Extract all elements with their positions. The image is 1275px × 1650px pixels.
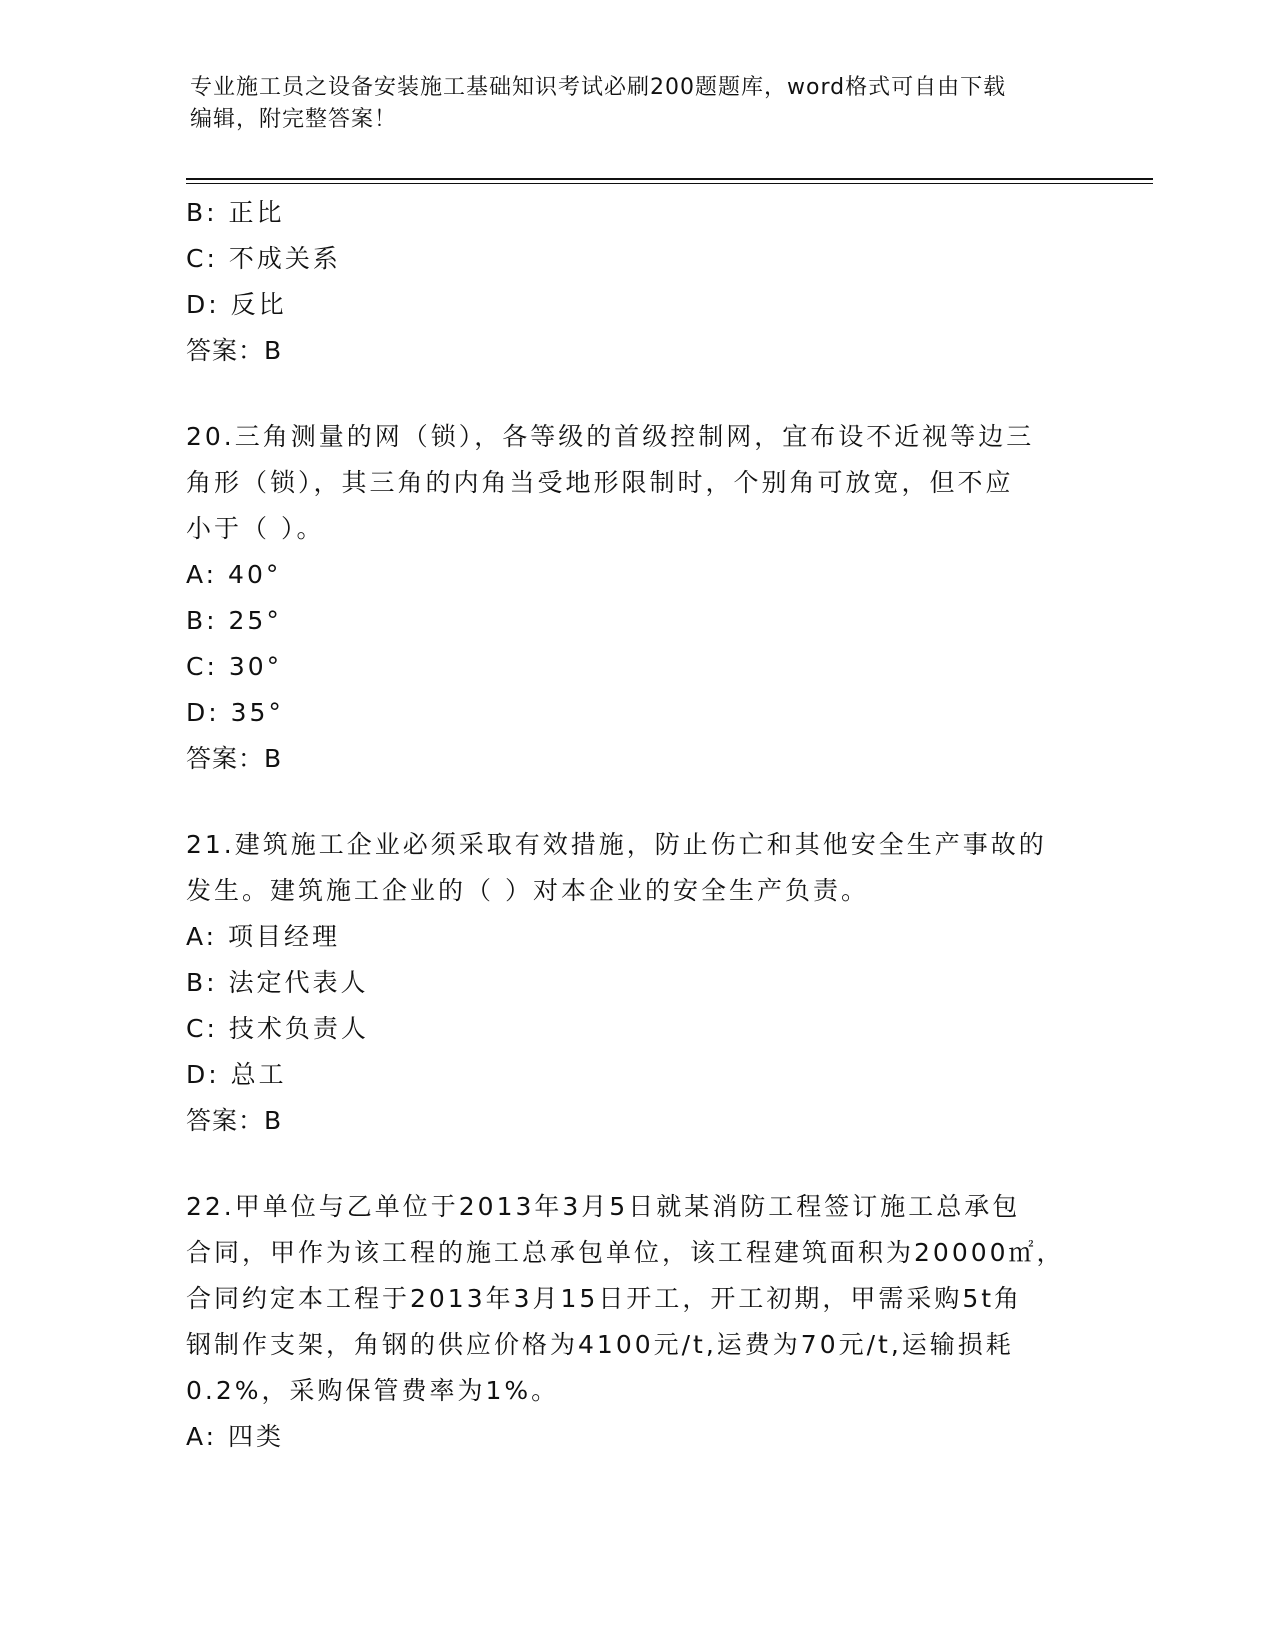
question-21: [186, 822, 1086, 1144]
question-text: [186, 414, 1086, 552]
option-a: A: 40°: [186, 560, 282, 589]
question-line: 20.三角测量的网（锁），各等级的首级控制网，宜布设不近视等边三: [186, 422, 1035, 451]
question-text: [186, 1184, 1086, 1414]
answer: 答案：B: [186, 744, 283, 773]
header-rule: [186, 178, 1153, 180]
option-b: B: 法定代表人: [186, 968, 369, 997]
answer: 答案：B: [186, 1106, 283, 1135]
question-line: 合同，甲作为该工程的施工总承包单位，该工程建筑面积为20000㎡，: [186, 1238, 1065, 1267]
question-text: [186, 822, 1086, 914]
question-22: [186, 1184, 1086, 1460]
header-line-2: 编辑，附完整答案！: [190, 107, 398, 132]
option-a: A: 项目经理: [186, 922, 341, 951]
question-line: 22.甲单位与乙单位于2013年3月5日就某消防工程签订施工总承包: [186, 1192, 1021, 1221]
option-c: C: 不成关系: [186, 244, 341, 273]
header-rule-thin: [186, 183, 1153, 184]
option-d: D: 35°: [186, 698, 284, 727]
option-b: B: 25°: [186, 606, 282, 635]
header-line-1: 专业施工员之设备安装施工基础知识考试必刷200题题库，word格式可自由下载: [190, 75, 1007, 100]
question-line: 0.2%，采购保管费率为1%。: [186, 1376, 560, 1405]
page-header: [190, 72, 1090, 136]
option-b: B: 正比: [186, 198, 285, 227]
option-d: D: 总工: [186, 1060, 287, 1089]
question-19: [186, 190, 1086, 374]
question-line: 钢制作支架，角钢的供应价格为4100元/t,运费为70元/t,运输损耗: [186, 1330, 1014, 1359]
question-line: 角形（锁），其三角的内角当受地形限制时，个别角可放宽，但不应: [186, 468, 1014, 497]
question-line: 合同约定本工程于2013年3月15日开工，开工初期，甲需采购5t角: [186, 1284, 1023, 1313]
question-line: 21.建筑施工企业必须采取有效措施，防止伤亡和其他安全生产事故的: [186, 830, 1047, 859]
option-d: D: 反比: [186, 290, 287, 319]
option-c: C: 技术负责人: [186, 1014, 369, 1043]
option-a: A: 四类: [186, 1422, 285, 1451]
answer: 答案：B: [186, 336, 283, 365]
question-20: [186, 414, 1086, 782]
question-list: [186, 190, 1086, 1460]
question-line: 发生。建筑施工企业的（ ）对本企业的安全生产负责。: [186, 876, 869, 905]
option-c: C: 30°: [186, 652, 283, 681]
question-line: 小于（ ）。: [186, 514, 325, 543]
